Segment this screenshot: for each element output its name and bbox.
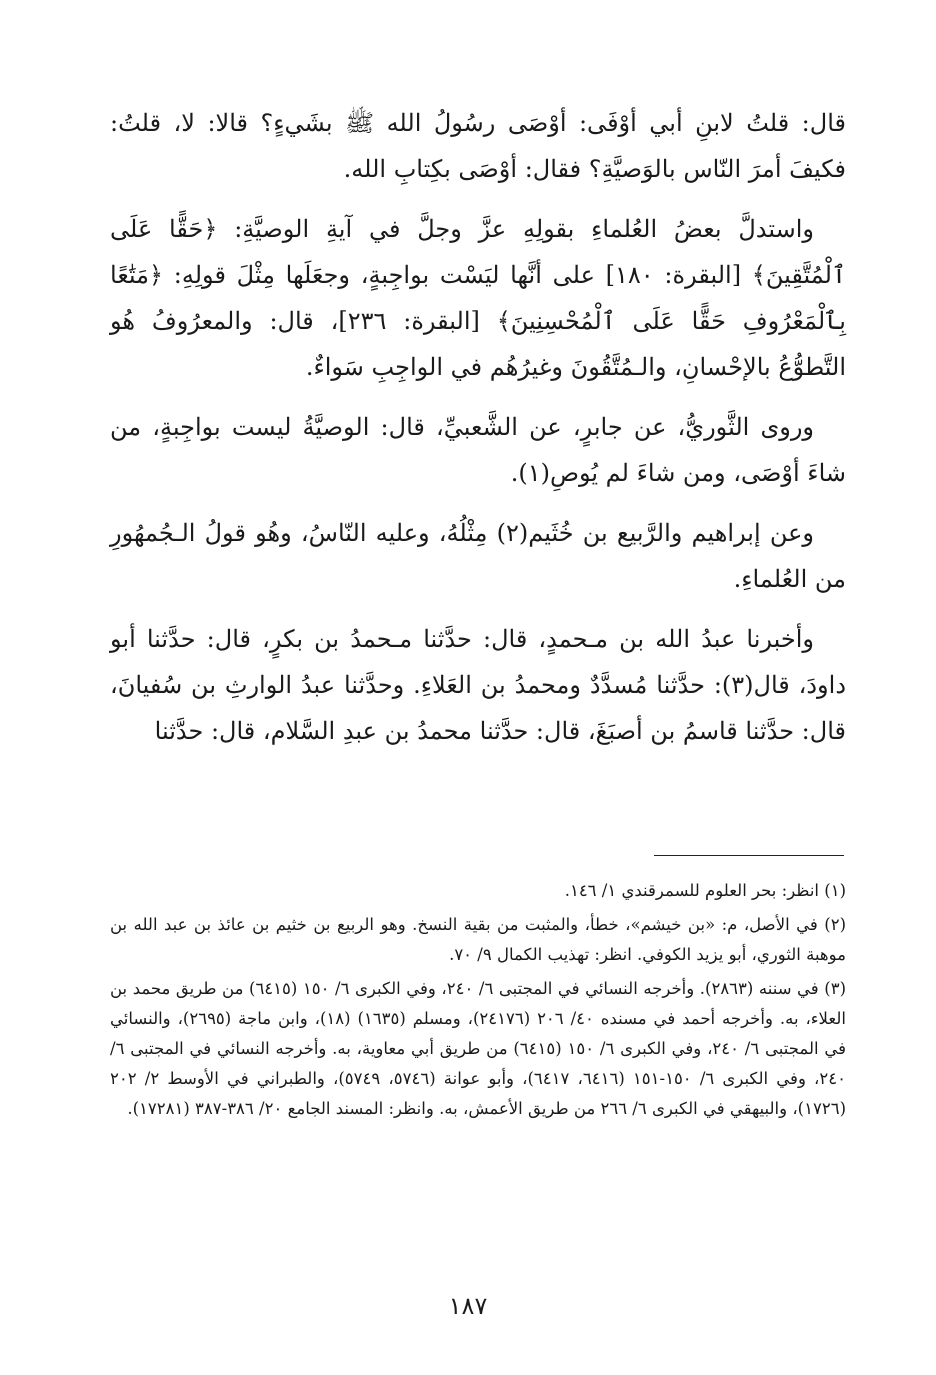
- footnote-3: (٣) في سننه (٢٨٦٣). وأخرجه النسائي في المجتبى ٦/ ٢٤٠، وفي الكبرى ٦/ ١٥٠ (٦٤١٥) من طريق محمد بن العلاء، به. وأخرجه أحمد في مسنده ٤٠/ ٢٠٦ (٢٤١٧٦)، ومسلم (١٦٣٥) (١٨)، وابن ماجة (٢٦٩٥)، والنسائي في المجتبى ٦/ ٢٤٠، وفي الكبرى ٦/ ١٥٠ (٦٤١٥) من طريق أبي معاوية، به. وأخرجه النسائي في المجتبى ٦/ ٢٤٠، وفي الكبرى ٦/ ١٥٠-١٥١ (٦٤١٦، ٦٤١٧)، وأبو عوانة (٥٧٤٦، ٥٧٤٩)، والطبراني في الأوسط ٢/ ٢٠٢ (١٧٢٦)، والبيهقي في الكبرى ٦/ ٢٦٦ من طريق الأعمش، به. وانظر: المسند الجامع ٢٠/ ٣٨٦-٣٨٧ (١٧٢٨١).: [110, 979, 847, 1118]
- footnote-1: (١) انظر: بحر العلوم للسمرقندي ١/ ١٤٦.: [564, 881, 846, 900]
- footnote-2: (٢) في الأصل، م: «بن خيشم»، خطأ، والمثبت من بقية النسخ. وهو الربيع بن خثيم بن عائذ بن عبد الله بن موهبة الثوري، أبو يزيد الكوفي. انظر: تهذيب الكمال ٩/ ٧٠.: [110, 915, 846, 964]
- paragraph: وعن إبراهيم والرَّبيع بن خُثَيم(٢) مِثْلُهُ، وعليه النّاسُ، وهُو قولُ الـجُمهُورِ من العُلماءِ.: [110, 519, 846, 593]
- footnotes-section: [110, 876, 846, 1128]
- paragraph: وروى الثَّوريُّ، عن جابرٍ، عن الشَّعبيِّ، قال: الوصيَّةُ ليست بواجِبةٍ، من شاءَ أوْصَى، ومن شاءَ لم يُوصِ(١).: [110, 413, 846, 487]
- main-text-body: [110, 100, 846, 768]
- footnote-separator: [654, 855, 844, 856]
- paragraph: واستدلَّ بعضُ العُلماءِ بقولِهِ عزَّ وجلَّ في آيةِ الوصيَّةِ: ﴿حَقًّا عَلَى ٱلْمُتَّقِينَ﴾ [البقرة: ١٨٠] على أنَّها ليَسْت بواجِبةٍ، وجعَلَها مِثْلَ قولِهِ: ﴿مَتَٰعًا بِٱلْمَعْرُوفِ حَقًّا عَلَى ٱلْمُحْسِنِينَ﴾ [البقرة: ٢٣٦]، قال: والمعرُوفُ هُو التَّطوُّعُ بالإحْسانِ، والـمُتَّقُونَ وغيرُهُم في الواجِبِ سَواءٌ.: [110, 215, 846, 381]
- paragraph: وأخبرنا عبدُ الله بن مـحمدٍ، قال: حدَّثنا مـحمدُ بن بكرٍ، قال: حدَّثنا أبو داودَ، قال(٣): حدَّثنا مُسدَّدٌ ومحمدُ بن العَلاءِ. وحدَّثنا عبدُ الوارثِ بن سُفيانَ، قال: حدَّثنا قاسمُ بن أصبَغَ، قال: حدَّثنا محمدُ بن عبدِ السَّلام، قال: حدَّثنا: [110, 625, 847, 745]
- paragraph: قال: قلتُ لابنِ أبي أوْفَى: أوْصَى رسُولُ الله ﷺ بشَيءٍ؟ قالا: لا، قلتُ: فكيفَ أمرَ النّاس بالوَصيَّةِ؟ فقال: أوْصَى بكِتابِ الله.: [110, 109, 846, 183]
- page-number: ١٨٧: [448, 1292, 488, 1320]
